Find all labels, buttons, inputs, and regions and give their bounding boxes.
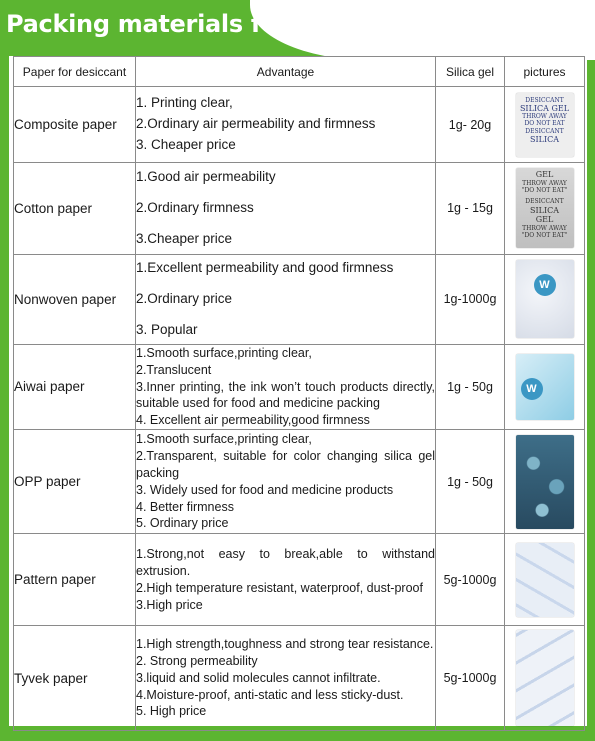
advantage-list	[136, 430, 436, 534]
packet-text: "DO NOT EAT"	[521, 231, 568, 239]
silica-gel-range: 1g - 50g	[436, 344, 505, 429]
table-row	[14, 163, 585, 255]
silica-gel-range: 1g - 15g	[436, 163, 505, 255]
packet-picture	[505, 87, 585, 163]
tyvek-paper-packet-image	[516, 630, 574, 726]
composite-paper-packet-image	[516, 93, 574, 157]
packet-picture	[505, 254, 585, 344]
advantage-item: 2.High temperature resistant, waterproof, dust-proof	[136, 580, 423, 595]
packet-text: GEL	[535, 170, 554, 180]
advantage-item: 1.Strong,not easy to break,able to withstand extrusion.	[136, 546, 435, 578]
advantage-list	[136, 163, 436, 255]
table-row	[14, 87, 585, 163]
advantage-item: 3.High price	[136, 597, 203, 612]
packet-text: THROW AWAY	[522, 224, 567, 232]
silica-gel-range: 5g-1000g	[436, 626, 505, 731]
packet-text: THROW AWAY	[522, 179, 567, 187]
advantage-item: 1. Printing clear,	[136, 95, 233, 111]
packet-text: SILICA	[529, 205, 559, 215]
brand-logo-icon: W	[521, 378, 543, 400]
pattern-paper-packet-image	[516, 543, 574, 617]
silica-gel-range: 1g-1000g	[436, 254, 505, 344]
table-row	[14, 254, 585, 344]
brand-logo-icon: W	[534, 274, 556, 296]
header-pictures: pictures	[505, 57, 585, 87]
advantage-item: 5. Ordinary price	[136, 516, 229, 531]
packet-picture	[505, 163, 585, 255]
advantage-item: 1.Smooth surface,printing clear,	[136, 345, 312, 360]
header-paper: Paper for desiccant	[14, 57, 136, 87]
cotton-paper-packet-image	[516, 168, 574, 248]
packet-picture	[505, 534, 585, 626]
header-silica-gel: Silica gel	[436, 57, 505, 87]
advantage-item: 3. Popular	[136, 321, 198, 337]
paper-name: Composite paper	[14, 87, 136, 163]
advantage-list	[136, 344, 436, 429]
advantage-item: 5. High price	[136, 704, 207, 719]
advantage-list	[136, 626, 436, 731]
paper-name: Cotton paper	[14, 163, 136, 255]
advantage-item: 2.Ordinary air permeability and firmness	[136, 116, 376, 132]
nonwoven-paper-packet-image	[516, 260, 574, 338]
paper-name: Aiwai paper	[14, 344, 136, 429]
advantage-item: 4. Excellent air permeability,good firmness	[136, 413, 370, 428]
advantage-list	[136, 534, 436, 626]
table-row	[14, 626, 585, 731]
packing-materials-table	[13, 56, 585, 731]
advantage-item: 4.Moisture-proof, anti-static and less sticky-dust.	[136, 687, 404, 702]
packet-text: DESICCANT	[525, 96, 564, 104]
advantage-item: 2.Ordinary firmness	[136, 199, 254, 215]
packet-text: DO NOT EAT	[524, 120, 565, 128]
table-row	[14, 534, 585, 626]
advantage-item: 1.Smooth surface,printing clear,	[136, 432, 312, 447]
packet-text: "DO NOT EAT"	[521, 187, 568, 195]
advantage-item: 4. Better firmness	[136, 499, 234, 514]
packet-text: DESICCANT	[525, 198, 564, 206]
packet-text: SILICA	[529, 134, 559, 144]
packet-text: THROW AWAY	[522, 113, 567, 121]
advantage-item: 3.liquid and solid molecules cannot infiltrate.	[136, 670, 381, 685]
aiwai-paper-packet-image	[516, 354, 574, 420]
advantage-list	[136, 254, 436, 344]
silica-gel-range: 1g- 20g	[436, 87, 505, 163]
opp-paper-packet-image	[516, 435, 574, 529]
advantage-item: 2.Ordinary price	[136, 290, 233, 306]
packet-picture	[505, 430, 585, 534]
advantage-item: 1.High strength,toughness and strong tear resistance.	[136, 636, 434, 651]
advantage-item: 1.Good air permeability	[136, 169, 276, 184]
paper-name: Nonwoven paper	[14, 254, 136, 344]
page-title: Packing materials for silica gel	[6, 10, 414, 38]
table-row	[14, 430, 585, 534]
silica-gel-range: 5g-1000g	[436, 534, 505, 626]
advantage-item: 2.Translucent	[136, 362, 212, 377]
table-row	[14, 344, 585, 429]
paper-name: OPP paper	[14, 430, 136, 534]
advantage-item: 3.Cheaper price	[136, 230, 233, 246]
packet-text: SILICA GEL	[519, 103, 570, 113]
advantage-item: 2.Transparent, suitable for color changing silica gel packing	[136, 448, 435, 480]
advantage-item: 3. Widely used for food and medicine products	[136, 482, 394, 497]
advantage-item: 3. Cheaper price	[136, 136, 236, 152]
packet-text: DESICCANT	[525, 127, 564, 135]
packet-picture	[505, 344, 585, 429]
packet-text: GEL	[535, 215, 554, 225]
advantage-item: 2. Strong permeability	[136, 653, 258, 668]
silica-gel-range: 1g - 50g	[436, 430, 505, 534]
paper-name: Tyvek paper	[14, 626, 136, 731]
packet-picture	[505, 626, 585, 731]
advantage-list	[136, 87, 436, 163]
header-advantage: Advantage	[136, 57, 436, 87]
advantage-item: 3.Inner printing, the ink won’t touch products directly, suitable used for food and medicine packing	[136, 379, 435, 411]
paper-name: Pattern paper	[14, 534, 136, 626]
advantage-item: 1.Excellent permeability and good firmness	[136, 259, 394, 275]
table-header-row	[14, 57, 585, 87]
